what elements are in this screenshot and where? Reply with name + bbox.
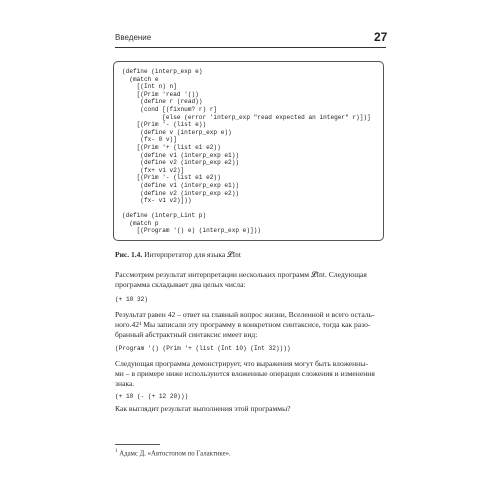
code-line: (cond [(fixnum? r) r] [122, 105, 218, 113]
code-line: (define v1 (interp_exp e1)) [122, 181, 240, 189]
code-line: (fx+ v1 v2)] [122, 166, 185, 174]
header-divider [115, 47, 386, 48]
code-line: [else (error 'interp_exp "read expected an integer" r)])] [122, 113, 371, 121]
paragraph-line: Следующая программа демонстрирует, что выражения могут быть вложенны- [115, 359, 368, 368]
code-example-2: (Program '() (Prim '+ (list (Int 10) (Int 32)))) [115, 345, 291, 352]
code-line [122, 205, 371, 213]
paragraph-line: ного.42¹ Мы записали эту программу в конкретном синтаксисе, тогда как разо- [115, 320, 371, 329]
code-line: [(Prim '- (list e)) [122, 121, 207, 129]
figure-caption-label: Рис. 1.4. [115, 250, 143, 259]
running-header-title: Введение [115, 33, 152, 42]
code-line: [(Prim '+ (list e1 e2)) [122, 143, 221, 151]
code-line: (define v2 (interp_exp e2)) [122, 189, 240, 197]
paragraph-line: ми – в примере ниже используются вложенные операции сложения и изменения [115, 369, 375, 378]
code-example-1: (+ 10 32) [115, 296, 148, 303]
code-line: [(Prim '- (list e1 e2)) [122, 174, 221, 182]
paragraph-line: программа складывает два целых числа: [115, 280, 246, 289]
code-line: [(Prim 'read '()) [122, 90, 199, 98]
paragraph-line: бранный абстрактный синтаксис имеет вид: [115, 330, 258, 339]
code-example-3: (+ 10 (- (+ 12 20))) [115, 393, 189, 400]
code-line: (define (interp_Lint p) [122, 212, 207, 220]
footnote-marker: 1 [115, 449, 118, 454]
paragraph-2 [115, 310, 386, 340]
footnote-text: Адамс Д. «Автостопом по Галактике». [119, 450, 231, 458]
code-line: (define (interp_exp e) [122, 68, 203, 75]
paragraph-line: Как выглядит результат выполнения этой программы? [115, 404, 291, 413]
paragraph-line: Рассмотрим результат интерпретации нескольких программ 𝓛Int. Следующая [115, 270, 367, 279]
code-line: (define r (read)) [122, 98, 203, 106]
code-line: (match e [122, 75, 159, 83]
code-line: [(Int n) n] [122, 83, 177, 91]
footnote [115, 449, 231, 457]
figure-caption-text: Интерпретатор для языка 𝓛Int [144, 250, 241, 259]
code-line: (define v1 (interp_exp e1)) [122, 151, 240, 159]
paragraph-line: Результат равен 42 – ответ на главный вопрос жизни, Вселенной и всего осталь- [115, 310, 375, 319]
footnote-divider [115, 444, 160, 445]
code-line: (define v2 (interp_exp e2)) [122, 159, 240, 167]
figure-caption [115, 250, 241, 260]
code-listing [122, 68, 371, 235]
code-line: (match p [122, 219, 159, 227]
paragraph-line: знака. [115, 379, 135, 388]
paragraph-1 [115, 270, 386, 290]
code-line: [(Program '() e) (interp_exp e)])) [122, 227, 261, 235]
paragraph-4 [115, 404, 386, 414]
code-line: (define v (interp_exp e)) [122, 128, 232, 136]
paragraph-3 [115, 359, 386, 389]
code-line: (fx- 0 v)] [122, 136, 177, 144]
page-number: 27 [374, 30, 388, 44]
code-line: (fx- v1 v2)])) [122, 197, 192, 205]
